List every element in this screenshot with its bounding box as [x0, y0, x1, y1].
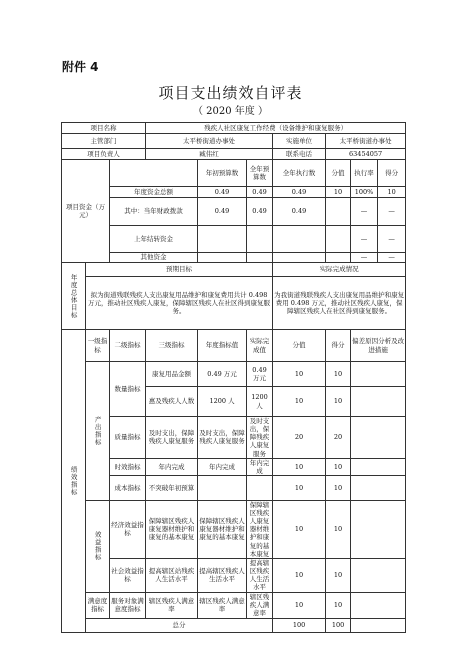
row-total [62, 618, 406, 632]
score-header: 得分 [378, 160, 406, 187]
last-year-label: 上年结转资金 [110, 226, 198, 253]
annual-total-budget: 0.49 [198, 187, 247, 198]
table-row: 成本指标 不突破年初预算 10 10 [62, 475, 406, 500]
full-year-exec-header: 全年执行数 [273, 160, 326, 187]
funds-blank-header [110, 160, 198, 187]
exec-rate-header: 执行率 [351, 160, 378, 187]
owner-label: 项目负责人 [62, 149, 146, 160]
annual-total-exec: 0.49 [273, 187, 326, 198]
table-row: 惠及残疾人人数 1200 人 1200 人 10 10 [62, 387, 406, 417]
total-score: 100 [326, 618, 351, 632]
annual-total-score: 10 [378, 187, 406, 198]
cost-indicators-label: 成本指标 [110, 475, 146, 500]
social-indicators-label: 社会效益指标 [110, 558, 146, 592]
other-funds-label: 其他资金 [110, 253, 198, 263]
annex-label: 附件 4 [62, 60, 99, 74]
table-row: 时效指标 年内完成 年内完成 年内完成 10 10 [62, 458, 406, 475]
current-year-exec: 0.49 [273, 198, 326, 226]
table-row: 产出指标 数量指标 康复用品金额 0.49 万元 0.49 万元 10 10 [62, 362, 406, 387]
quantity-indicators-label: 数量指标 [110, 362, 146, 417]
row-indicator-header [62, 330, 406, 362]
expected-goal-text: 拟为街道残联残疾人支出康复用品维护和康复费用共计 0.498 万元，推动社区残疾人康复，保障辖区残疾人在社区得到康复服务。 [86, 277, 273, 330]
actual-value-header: 实际完成值 [247, 330, 273, 362]
row-department [62, 134, 406, 149]
other-funds-exec-rate: — [351, 253, 378, 263]
annual-total-exec-rate: 100% [351, 187, 378, 198]
last-year-score: — [378, 226, 406, 253]
current-year-budget: 0.49 [198, 198, 247, 226]
full-year-budget-header: 全年预算数 [247, 160, 273, 187]
row-goal-text [62, 277, 406, 330]
score-value-col-header: 分值 [273, 330, 326, 362]
quality-indicators-label: 质量指标 [110, 417, 146, 459]
implementer-label: 实施单位 [273, 134, 326, 149]
funds-label: 项目资金（万元） [62, 160, 110, 263]
owner-value: 臧伟红 [146, 149, 273, 160]
department-label: 主管部门 [62, 134, 146, 149]
row-project-name [62, 123, 406, 134]
implementer-value: 太平桥街道办事处 [326, 134, 406, 149]
benefit-indicators-label: 效益指标 [86, 500, 110, 592]
perf-indicators-label: 绩效指标 [62, 330, 86, 633]
total-label: 总分 [86, 618, 273, 632]
current-year-score: — [378, 198, 406, 226]
row-owner [62, 149, 406, 160]
level2-header: 二级指标 [110, 330, 146, 362]
row-funds-header [62, 160, 406, 187]
current-year-score-value [326, 198, 351, 226]
actual-status-text: 为我街道残联残疾人支出康复用品维护和康复费用 0.498 万元，推动社区残疾人康复，保障辖区残疾人在社区得到康复服务。 [273, 277, 406, 330]
score-value-header: 分值 [326, 160, 351, 187]
annual-total-full-budget: 0.49 [247, 187, 273, 198]
project-name-label: 项目名称 [62, 123, 146, 134]
last-year-exec-rate: — [351, 226, 378, 253]
level3-header: 三级指标 [146, 330, 198, 362]
page-title: 项目支出绩效自评表 [158, 84, 303, 102]
service-satisfaction-label: 服务对象满意度指标 [110, 592, 146, 618]
expected-goal-header: 预期目标 [86, 263, 273, 277]
table-row: 社会效益指标 提高辖区站残疾人生活水平 提高辖区残疾人生活水平 提高辖区残疾人生活水平 10 10 [62, 558, 406, 592]
actual-status-header: 实际完成情况 [273, 263, 406, 277]
evaluation-table [61, 122, 406, 633]
row-current-year [62, 198, 406, 226]
output-indicators-label: 产出指标 [86, 362, 110, 501]
overall-goal-label: 年度总体目标 [62, 263, 86, 330]
current-year-exec-rate: — [351, 198, 378, 226]
table-row: 满意度指标 服务对象满意度指标 辖区残疾人满意率 辖区残疾人满意率 辖区残疾人满意率 10 10 [62, 592, 406, 618]
phone-value: 63454057 [326, 149, 406, 160]
current-year-full-budget: 0.49 [247, 198, 273, 226]
project-name-value: 残疾人社区康复工作经费（设备维护和康复服务） [146, 123, 406, 134]
annual-target-header: 年度指标值 [198, 330, 247, 362]
economic-indicators-label: 经济效益指标 [110, 500, 146, 558]
row-annual-total [62, 187, 406, 198]
current-year-label: 其中：当年财政拨款 [110, 198, 198, 226]
total-score-value: 100 [273, 618, 326, 632]
deviation-header: 偏差原因分析及改进措施 [351, 330, 406, 362]
table-row: 效益指标 经济效益指标 保障辖区残疾人康复器材维护和康复的基本康复 保障辖区残疾人康复器材维护和康复的基本康复 保障辖区残疾人康复器材维护和康复的基本康复 10 10 [62, 500, 406, 558]
timeliness-indicators-label: 时效指标 [110, 458, 146, 475]
score-col-header: 得分 [326, 330, 351, 362]
row-last-year [62, 226, 406, 253]
level1-header: 一级指标 [86, 330, 110, 362]
annual-total-score-value: 10 [326, 187, 351, 198]
row-other-funds [62, 253, 406, 263]
other-funds-score: — [378, 253, 406, 263]
row-goal-header [62, 263, 406, 277]
department-value: 太平桥街道办事处 [146, 134, 273, 149]
report-year: （ 2020 年度 ） [193, 106, 268, 117]
satisfaction-indicators-label: 满意度指标 [86, 592, 110, 618]
phone-label: 联系电话 [273, 149, 326, 160]
annual-total-label: 年度资金总额 [110, 187, 198, 198]
annual-budget-header: 年初预算数 [198, 160, 247, 187]
table-row: 质量指标 及时支出，保障残疾人康复服务 及时支出，保障残疾人康复服务 及时支出，保障残疾人康复服务 20 20 [62, 417, 406, 459]
